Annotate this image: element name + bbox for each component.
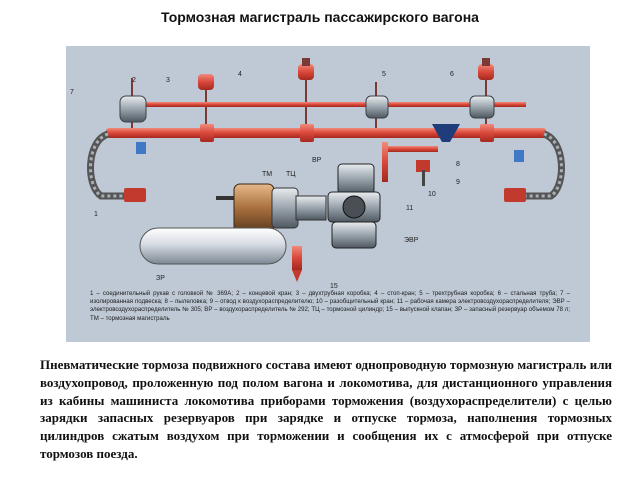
label-10: 10 — [428, 191, 436, 198]
label-15: 15 — [330, 283, 338, 290]
label-11: 11 — [406, 205, 414, 212]
coupling-hose-right — [524, 134, 561, 196]
label-5: 5 — [382, 71, 386, 78]
label-7: 7 — [70, 89, 74, 96]
branch-pipe — [382, 142, 388, 182]
coupling-hose-left — [91, 134, 128, 196]
air-distributor — [328, 164, 380, 248]
label-vr: ВР — [312, 157, 322, 164]
label-1: 1 — [94, 211, 98, 218]
label-2: 2 — [132, 77, 136, 84]
label-tm: ТМ — [262, 171, 273, 178]
upper-pipe — [146, 102, 526, 107]
label-3: 3 — [166, 77, 170, 84]
label-9: 9 — [456, 179, 460, 186]
label-4: 4 — [238, 71, 242, 78]
brake-cylinder — [216, 184, 326, 232]
end-valve-right — [514, 150, 524, 162]
brake-line-diagram — [66, 46, 590, 342]
slide-title: Тормозная магистраль пассажирского вагона — [161, 9, 479, 25]
label-evr: ЭВР — [404, 237, 419, 244]
diagram-caption: 1 – соединительный рукав с головкой № 369А; 2 – концевой кран; 3 – двухтрубная коробка; 4 – стоп-кран; 5 – трехтрубная коробка; 6 – стальная труба; 7 – изолированная подвеска; 8 – пылеловка; 9 – отвод к воздухораспределителю; 10 – разобщительный кран; 11 – рабочая камера электровоздухораспределителя; ЭВР – электровоздухораспределитель № 305; ВР – воздухораспределитель № 292; ТЦ – тормозной цилиндр; 15 – выпускной клапан; ЗР – запасный резервуар объемом 78 л; ТМ – тормозная магистраль — [90, 290, 570, 322]
label-tc: ТЦ — [286, 171, 296, 178]
label-8: 8 — [456, 161, 460, 168]
label-zr: ЗР — [156, 275, 165, 282]
end-valve-left — [136, 142, 146, 154]
release-valve-icon — [292, 246, 302, 282]
label-6: 6 — [450, 71, 454, 78]
body-paragraph: Пневматические тормоза подвижного состава имеют однопроводную тормозную магистраль или воздухопровод, проложенную под полом вагона и локомотива, для дистанционного управления из кабины машиниста локомотива приборами торможения (воздухораспределители) с целью зарядки запасных резервуаров при зарядке и отпуске тормоза, наполнения тормозных цилиндров сжатым воздухом при торможении и сообщения их с атмосферой при отпуске тормозов поезда. — [40, 357, 612, 461]
